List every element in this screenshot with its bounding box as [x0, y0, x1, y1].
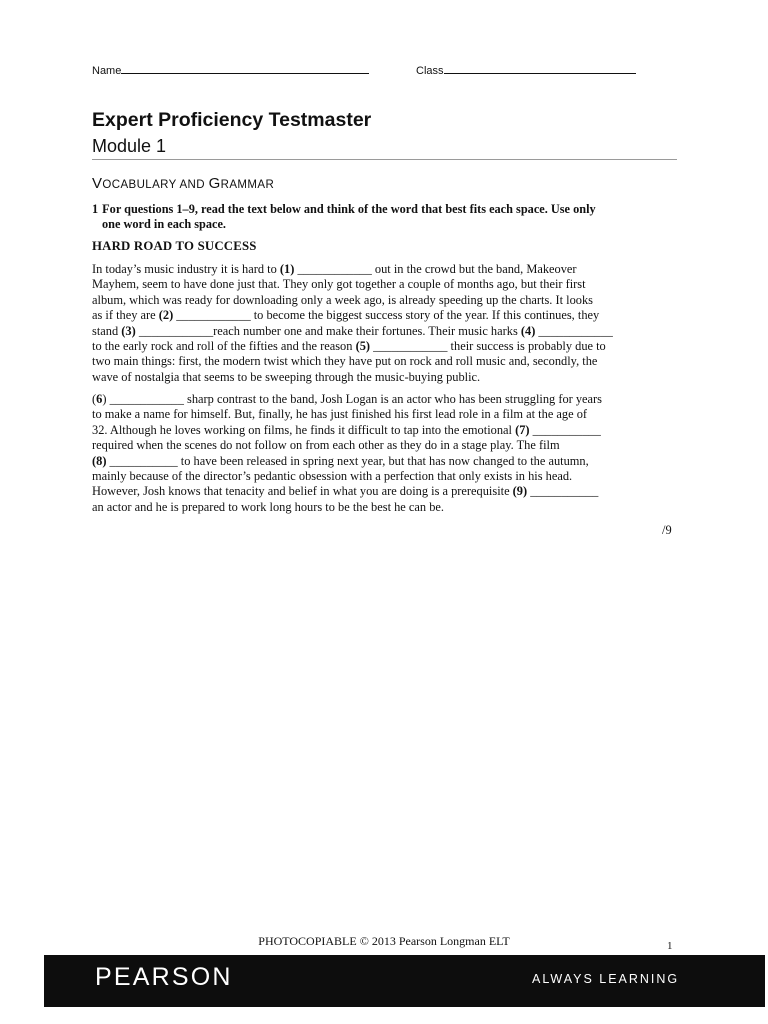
gap-number: (4) — [520, 323, 536, 338]
name-label: Name — [92, 65, 122, 77]
paragraph-line — [92, 308, 676, 323]
name-field — [92, 63, 369, 77]
text-run: ____________ their success is probably due to — [370, 339, 606, 354]
gap-number: (1) — [279, 262, 295, 276]
instructions — [92, 202, 680, 232]
paragraph-line — [92, 370, 676, 385]
paragraph-line — [92, 407, 676, 422]
pearson-logo: PEARSON — [95, 963, 233, 991]
text-run: as if they are — [92, 308, 159, 323]
gap-number: (5) — [355, 339, 371, 354]
paragraph-line — [92, 354, 676, 369]
text-run: ____________ sharp contrast to the band, Josh Logan is an actor who has been struggling for years — [106, 392, 603, 406]
instructions-text-1: For questions 1–9, read the text below and think of the word that best fits each space. Use only — [102, 202, 596, 216]
text-run: two main things: first, the modern twist which they have put on rock and roll music and, secondly, the — [92, 354, 598, 369]
paragraph-line — [92, 293, 676, 308]
text-run: ___________ — [527, 484, 599, 499]
text-run: to make a name for himself. But, finally, he has just finished his first lead role in a film at the age of — [92, 407, 588, 422]
paragraph-1 — [92, 262, 676, 385]
gap-number: 6 — [96, 392, 103, 406]
text-heading: HARD ROAD TO SUCCESS — [92, 239, 257, 253]
text-run: ) — [102, 392, 107, 406]
section-heading — [92, 175, 274, 192]
paragraph-line — [92, 277, 676, 292]
section-rest-2: RAMMAR — [220, 179, 275, 191]
text-run: ____________ out in the crowd but the band, Makeover — [294, 262, 577, 276]
paragraph-2 — [92, 392, 676, 515]
text-run: ____________reach number one and make their fortunes. Their music harks — [135, 323, 521, 338]
module-title: Module 1 — [92, 136, 167, 156]
text-run: ____________ — [535, 323, 613, 338]
paragraph-line — [92, 500, 676, 515]
paragraph-line — [92, 454, 676, 469]
text-run: Mayhem, seem to have done just that. They only got together a couple of months ago, but their first — [92, 277, 586, 292]
paragraph-line — [92, 339, 676, 354]
title-divider — [92, 159, 677, 160]
question-number: 1 — [92, 202, 99, 216]
paragraph-line — [92, 324, 676, 339]
class-field — [416, 63, 636, 77]
paragraph-line — [92, 438, 676, 453]
text-run: album, which was ready for downloading only a week ago, is already speeding up the charts. It looks — [92, 292, 593, 307]
copyright-text: PHOTOCOPIABLE © 2013 Pearson Longman ELT — [258, 934, 510, 948]
name-underline — [121, 63, 369, 74]
paragraph-line — [92, 392, 676, 407]
instructions-line-2: one word in each space. — [102, 217, 226, 231]
text-run: an actor and he is prepared to work long hours to be the best he can be. — [92, 499, 444, 514]
gap-number: (2) — [158, 308, 174, 323]
class-label: Class — [416, 65, 444, 77]
text-run: ( — [92, 392, 97, 406]
copyright-notice — [0, 934, 768, 949]
page-title: Expert Proficiency Testmaster — [92, 109, 372, 131]
instructions-line-1 — [92, 202, 680, 217]
paragraph-line — [92, 484, 676, 499]
paragraph-line — [92, 262, 676, 277]
section-rest-1: OCABULARY AND — [102, 179, 209, 191]
section-cap-1: V — [92, 175, 103, 192]
text-run: 32. Although he loves working on films, he finds it difficult to tap into the emotional — [92, 422, 516, 437]
score-total: /9 — [662, 523, 672, 537]
text-run: to the early rock and roll of the fifties and the reason — [92, 339, 356, 354]
footer-slogan: ALWAYS LEARNING — [532, 972, 680, 986]
text-run: However, Josh knows that tenacity and belief in what you are doing is a prerequisite — [92, 484, 513, 499]
gap-number: (3) — [121, 323, 136, 338]
text-run: ____________ to become the biggest success story of the year. If this continues, they — [173, 308, 600, 323]
class-underline — [444, 63, 636, 74]
text-run: stand — [92, 323, 122, 338]
paragraph-line — [92, 423, 676, 438]
text-run: ___________ — [529, 422, 601, 437]
text-run: required when the scenes do not follow on from each other as they do in a stage play. The film — [92, 438, 560, 453]
section-cap-2: G — [208, 175, 221, 192]
page-number: 1 — [667, 940, 673, 952]
text-run: ___________ to have been released in spring next year, but that has now changed to the autumn, — [106, 453, 589, 468]
gap-number: (7) — [515, 422, 530, 437]
gap-number: (9) — [512, 484, 528, 499]
text-run: mainly because of the director’s pedantic obsession with a perfection that only exists in his head. — [92, 469, 573, 484]
text-run: wave of nostalgia that seems to be sweeping through the music-buying public. — [92, 369, 481, 384]
paragraph-line — [92, 469, 676, 484]
text-run: In today’s music industry it is hard to — [92, 262, 280, 276]
gap-number: (8) — [92, 453, 107, 468]
